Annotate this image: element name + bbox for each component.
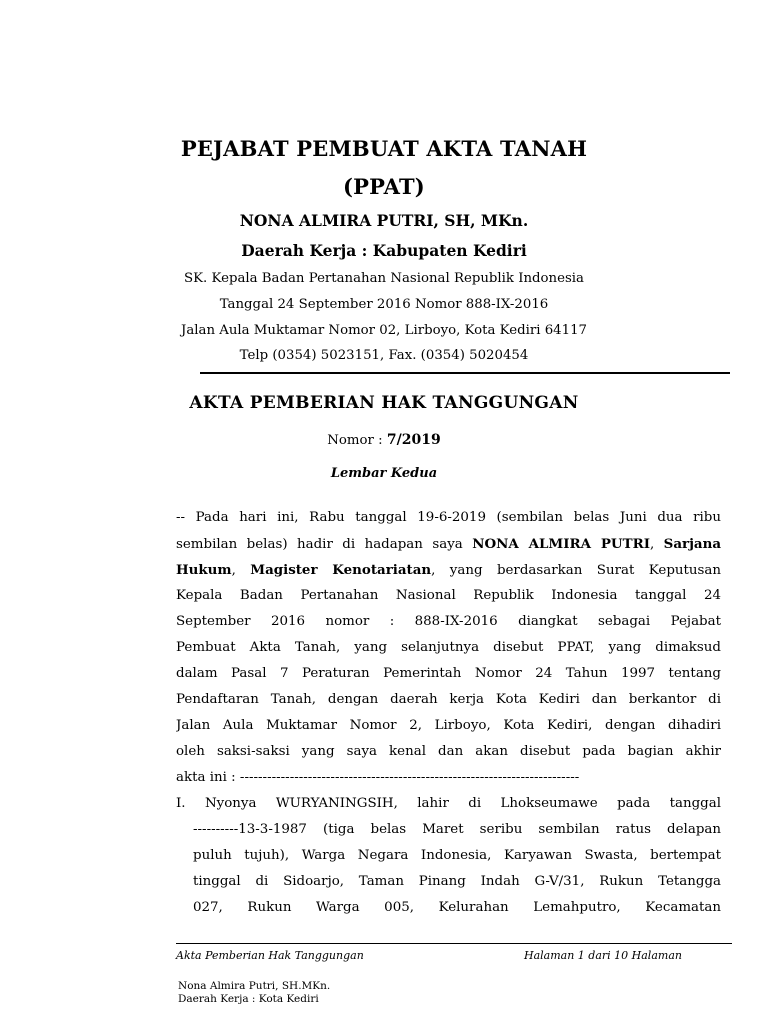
paragraph-line: akta ini : --------------------------------------------------------------------------- (176, 770, 580, 785)
appearer-name: NONA ALMIRA PUTRI (472, 536, 650, 552)
deed-number-value: 7/2019 (386, 432, 441, 448)
paragraph-line: Jalan Aula Muktamar Nomor 2, Lirboyo, Kota Kediri, dengan dihadiri (176, 718, 721, 733)
paragraph-line: Hukum, Magister Kenotariatan, yang berdasarkan Surat Keputusan (176, 562, 721, 578)
paragraph-line: puluh tujuh), Warga Negara Indonesia, Karyawan Swasta, bertempat (193, 848, 721, 863)
footer-work-region: Daerah Kerja : Kota Kediri (178, 993, 319, 1005)
decree-date: Tanggal 24 September 2016 Nomor 888-IX-2016 (219, 297, 549, 312)
paragraph-line: Kepala Badan Pertanahan Nasional Republik Indonesia tanggal 24 (176, 588, 721, 603)
work-region: Daerah Kerja : Kabupaten Kediri (241, 241, 527, 260)
paragraph-line: oleh saksi-saksi yang saya kenal dan akan disebut pada bagian akhir (176, 744, 721, 759)
paragraph-line: September 2016 nomor : 888-IX-2016 diangkat sebagai Pejabat (176, 614, 721, 629)
footer-official-name: Nona Almira Putri, SH.MKn. (178, 980, 331, 992)
deed-title: AKTA PEMBERIAN HAK TANGGUNGAN (189, 393, 579, 413)
decree-line: SK. Kepala Badan Pertanahan Nasional Republik Indonesia (184, 271, 584, 286)
paragraph-line: Pendaftaran Tanah, dengan daerah kerja Kota Kediri dan berkantor di (176, 692, 721, 707)
footer-deed-title: Akta Pemberian Hak Tanggungan (176, 949, 364, 962)
paragraph-line: 027, Rukun Warga 005, Kelurahan Lemahputro, Kecamatan (193, 900, 721, 915)
paragraph-line: I. Nyonya WURYANINGSIH, lahir di Lhokseumawe pada tanggal (176, 796, 721, 811)
footer-page-number: Halaman 1 dari 10 Halaman (524, 949, 682, 962)
paragraph-line: dalam Pasal 7 Peraturan Pemerintah Nomor 24 Tahun 1997 tentang (176, 666, 721, 681)
paragraph-line: tinggal di Sidoarjo, Taman Pinang Indah G-V/31, Rukun Tetangga (193, 874, 721, 889)
official-name: NONA ALMIRA PUTRI, SH, MKn. (239, 211, 529, 230)
paragraph-line: sembilan belas) hadir di hadapan saya NONA ALMIRA PUTRI, Sarjana (176, 536, 721, 552)
sheet-label: Lembar Kedua (330, 466, 438, 481)
office-abbreviation: (PPAT) (343, 174, 425, 199)
office-phone: Telp (0354) 5023151, Fax. (0354) 5020454 (239, 348, 529, 363)
paragraph-line: ----------13-3-1987 (tiga belas Maret seribu sembilan ratus delapan (193, 822, 721, 837)
party-one-paragraph (176, 791, 721, 921)
opening-paragraph (176, 505, 721, 791)
deed-number (0, 432, 768, 448)
footer-divider (176, 943, 732, 944)
header-divider (200, 372, 730, 374)
paragraph-line: -- Pada hari ini, Rabu tanggal 19-6-2019 (sembilan belas Juni dua ribu (176, 510, 721, 525)
paragraph-line: Pembuat Akta Tanah, yang selanjutnya disebut PPAT, yang dimaksud (176, 640, 721, 655)
office-title: PEJABAT PEMBUAT AKTA TANAH (180, 136, 588, 161)
office-address: Jalan Aula Muktamar Nomor 02, Lirboyo, Kota Kediri 64117 (181, 323, 587, 338)
deed-number-label: Nomor : (327, 433, 383, 448)
